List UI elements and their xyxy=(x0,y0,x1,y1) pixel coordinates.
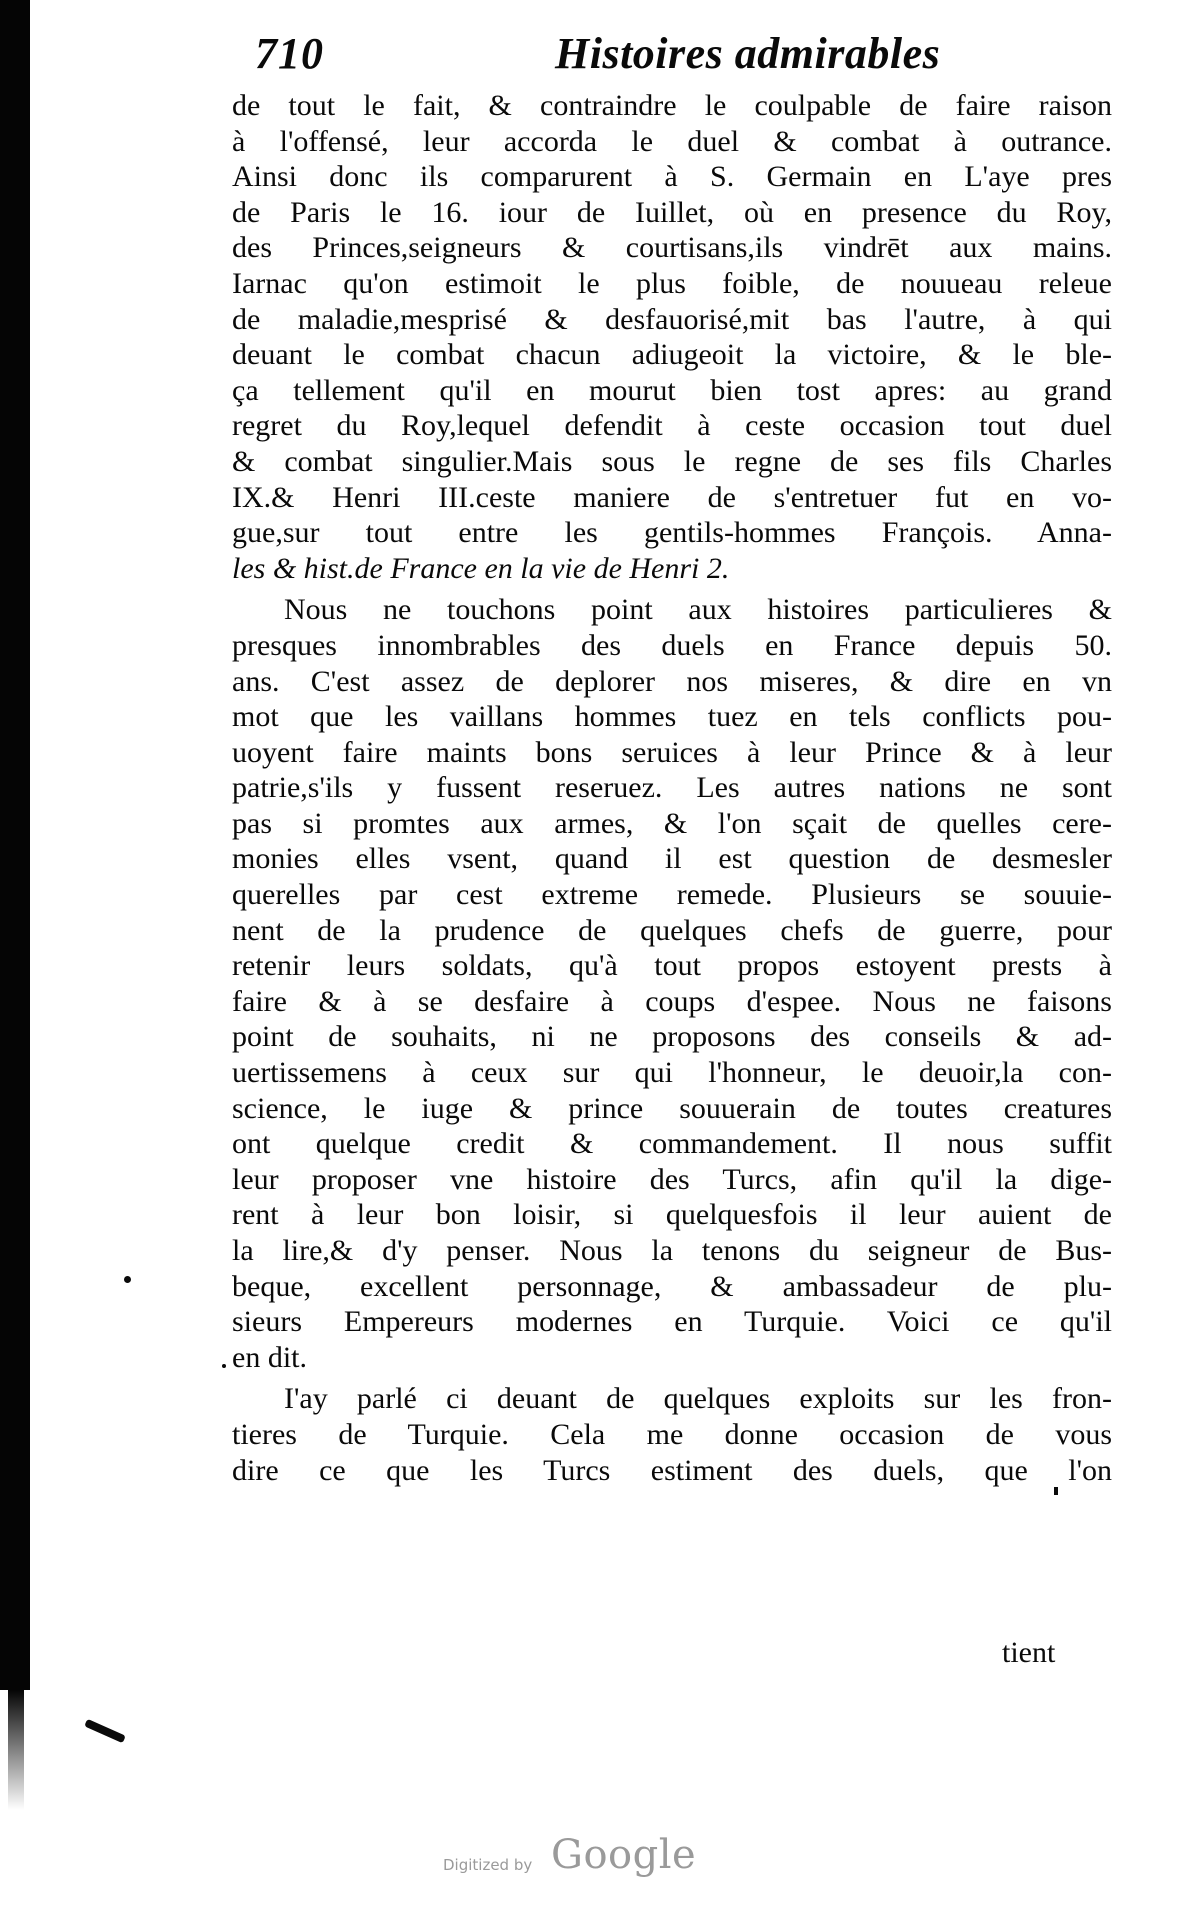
text-line-22: monies elles vsent, quand il est question de desmesler xyxy=(232,842,1112,876)
text-line-10: regret du Roy,lequel defendit à ceste occasion tout duel xyxy=(232,409,1112,443)
catchword: tient xyxy=(1002,1636,1056,1669)
text-line-31: leur proposer vne histoire des Turcs, afin qu'il la dige- xyxy=(232,1162,1112,1196)
body-text xyxy=(232,88,1112,1488)
ink-speck xyxy=(222,1364,226,1368)
scan-edge-shadow-fade xyxy=(8,1690,24,1810)
ink-speck xyxy=(124,1276,131,1283)
text-line-17: ans. C'est assez de deplorer nos miseres, & dire en vn xyxy=(232,664,1112,698)
page-number: 710 xyxy=(255,29,324,78)
running-head xyxy=(255,28,955,84)
text-line-23: querelles par cest extreme remede. Plusieurs se souuie- xyxy=(232,878,1112,912)
text-line-1: de tout le fait, & contraindre le coulpable de faire raison xyxy=(232,89,1112,122)
text-line-19: uoyent faire maints bons seruices à leur Prince & à leur xyxy=(232,735,1112,769)
text-line-24: nent de la prudence de quelques chefs de guerre, pour xyxy=(232,913,1112,947)
text-line-6: Iarnac qu'on estimoit le plus foible, de nouueau releue xyxy=(232,266,1112,300)
text-line-21: pas si promtes aux armes, & l'on sçait de quelles cere- xyxy=(232,806,1112,840)
text-line-26: faire & à se desfaire à coups d'espee. Nous ne faisons xyxy=(232,984,1112,1018)
text-line-12: IX.& Henri III.ceste maniere de s'entretuer fut en vo- xyxy=(232,480,1112,514)
text-line-33: la lire,& d'y penser. Nous la tenons du seigneur de Bus- xyxy=(232,1234,1112,1267)
text-line-7: de maladie,mesprisé & desfauorisé,mit bas l'autre, à qui xyxy=(232,302,1112,336)
text-line-2: à l'offensé, leur accorda le duel & combat à outrance. xyxy=(232,124,1112,158)
text-line-11: & combat singulier.Mais sous le regne de ses fils Charles xyxy=(232,444,1112,478)
digitized-by-label: Digitized by xyxy=(443,1856,533,1874)
ink-speck xyxy=(1054,1487,1058,1495)
text-line-15: Nous ne touchons point aux histoires particulieres & xyxy=(284,593,1112,627)
text-line-27: point de souhaits, ni ne proposons des conseils & ad- xyxy=(232,1020,1112,1054)
digitization-watermark xyxy=(443,1832,703,1882)
text-line-18: mot que les vaillans hommes tuez en tels conflicts pou- xyxy=(232,700,1112,734)
text-line-35: sieurs Empereurs modernes en Turquie. Voici ce qu'il xyxy=(232,1305,1112,1339)
text-line-34: beque, excellent personnage, & ambassadeur de plu- xyxy=(232,1269,1112,1303)
ink-smudge xyxy=(84,1719,126,1743)
text-line-32: rent à leur bon loisir, si quelquesfois il leur auient de xyxy=(232,1198,1112,1232)
text-line-36: en dit. xyxy=(232,1340,307,1374)
text-line-3: Ainsi donc ils comparurent à S. Germain en L'aye pres xyxy=(232,160,1112,194)
text-line-28: uertissemens à ceux sur qui l'honneur, le deuoir,la con- xyxy=(232,1056,1112,1090)
text-line-30: ont quelque credit & commandement. Il nous suffit xyxy=(232,1127,1112,1161)
text-line-38: tieres de Turquie. Cela me donne occasion de vous xyxy=(232,1417,1112,1451)
text-line-29: science, le iuge & prince souuerain de toutes creatures xyxy=(232,1091,1112,1125)
scan-edge-shadow xyxy=(0,0,30,1690)
text-line-5: des Princes,seigneurs & courtisans,ils vindrēt aux mains. xyxy=(232,231,1112,265)
marginal-citation: les & hist.de France en la vie de Henri 2. xyxy=(232,551,730,585)
text-line-37: I'ay parlé ci deuant de quelques exploits sur les fron- xyxy=(284,1382,1112,1416)
text-line-13: gue,sur tout entre les gentils-hommes François. Anna- xyxy=(232,516,1112,550)
text-line-20: patrie,s'ils y fussent reseruez. Les autres nations ne sont xyxy=(232,771,1112,805)
google-logo: Google xyxy=(551,1832,697,1878)
text-line-8: deuant le combat chacun adiugeoit la victoire, & le ble- xyxy=(232,338,1112,372)
text-line-9: ça tellement qu'il en mourut bien tost apres: au grand xyxy=(232,373,1112,407)
running-head-title: Histoires admirables xyxy=(555,29,941,78)
text-line-16: presques innombrables des duels en France depuis 50. xyxy=(232,628,1112,662)
text-line-25: retenir leurs soldats, qu'à tout propos estoyent prests à xyxy=(232,949,1112,983)
text-line-39: dire ce que les Turcs estiment des duels, que l'on xyxy=(232,1453,1112,1487)
text-line-4: de Paris le 16. iour de Iuillet, où en presence du Roy, xyxy=(232,195,1112,229)
